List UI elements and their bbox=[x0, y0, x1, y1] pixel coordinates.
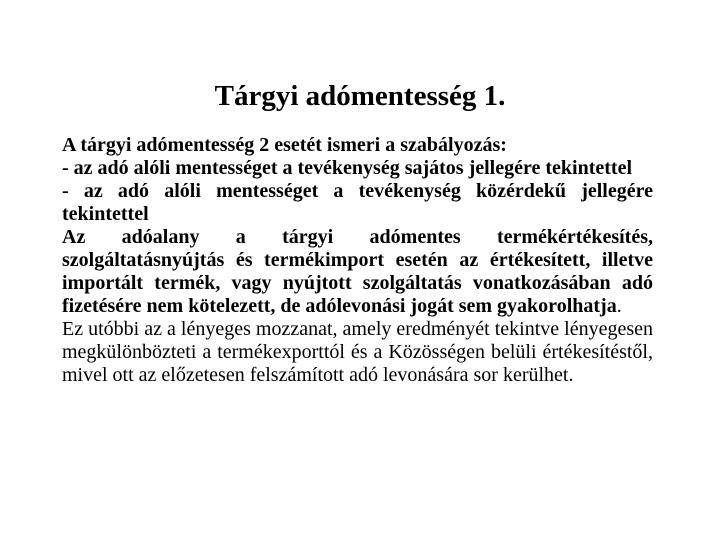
slide-body bbox=[62, 134, 653, 387]
paragraph-intro: A tárgyi adómentesség 2 esetét ismeri a szabályozás: bbox=[62, 134, 507, 156]
bullet-public-interest: - az adó alóli mentességet a tevékenység közérdekű jellegére tekintettel bbox=[62, 180, 653, 225]
deduction-rule-text: Az adóalany a tárgyi adómentes termékértékesítés, szolgáltatásnyújtás és termékimport esetén az értékesített, illetve importált termék, vagy nyújtott szolgáltatás vonatkozásában adó fizetésére nem kötelezett, de adólevonási jogát sem gyakorolhatja bbox=[62, 226, 653, 317]
slide-title: Tárgyi adómentesség 1. bbox=[214, 80, 506, 112]
paragraph-deduction-rule bbox=[62, 226, 653, 318]
deduction-rule-period: . bbox=[616, 295, 622, 317]
paragraph-export-comparison: Ez utóbbi az a lényeges mozzanat, amely eredményét tekintve lényegesen megkülönbözteti a termékexporttól és a Közösségen belüli értékesítéstől, mivel ott az előzetesen felszámított adó levonására sor kerülhet. bbox=[62, 318, 653, 386]
bullet-specific-nature: - az adó alóli mentességet a tevékenység sajátos jellegére tekintettel bbox=[62, 157, 633, 179]
